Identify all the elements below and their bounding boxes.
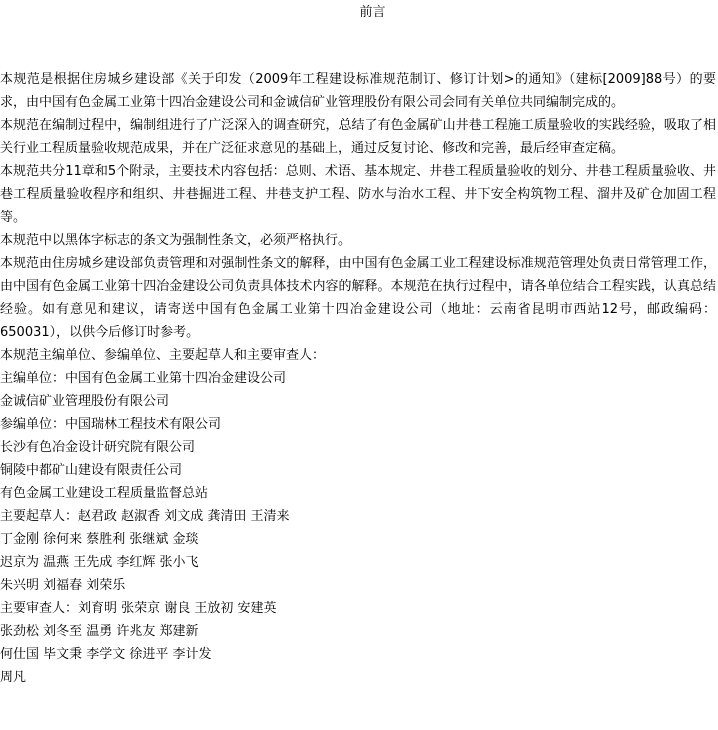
main-drafters-names-line: 迟京为 温燕 王先成 李红辉 张小飞 <box>0 555 199 570</box>
participating-unit-line: 长沙有色冶金设计研究院有限公司 <box>0 440 196 455</box>
document-body <box>0 68 716 689</box>
chief-editor-unit-line: 金诚信矿业管理股份有限公司 <box>0 394 170 409</box>
chief-editor-units-line: 主编单位：中国有色金属工业第十四冶金建设公司 <box>0 371 287 386</box>
paragraph-technical-content: 本规范共分11章和5个附录，主要技术内容包括：总则、术语、基本规定、井巷工程质量验收的划分、井巷工程质量验收、井巷工程质量验收程序和组织、井巷掘进工程、井巷支护工程、防水与治水工程、井下安全构筑物工程、溜井及矿仓加固工程等。 <box>0 164 716 225</box>
document-title: 前言 <box>359 5 386 20</box>
participating-unit-line: 铜陵中都矿山建设有限责任公司 <box>0 463 183 478</box>
main-reviewers-line: 主要审查人：刘育明 张荣京 谢良 王放初 安建英 <box>0 601 277 616</box>
main-drafters-names-line: 朱兴明 刘福春 刘荣乐 <box>0 578 126 593</box>
participating-unit-line: 有色金属工业建设工程质量监督总站 <box>0 486 209 501</box>
paragraph-mandatory-clauses: 本规范中以黑体字标志的条文为强制性条文，必须严格执行。 <box>0 233 352 248</box>
main-reviewers-names-line: 周凡 <box>0 670 27 685</box>
paragraph-basis: 本规范是根据住房城乡建设部《关于印发（2009年工程建设标准规范制订、修订计划>的通知》（建标[2009]88号）的要求，由中国有色金属工业第十四冶金建设公司和金诚信矿业管理股份有限公司会同有关单位共同编制完成的。 <box>0 72 716 110</box>
main-reviewers-names-line: 张劲松 刘冬至 温勇 许兆友 郑建新 <box>0 624 199 639</box>
participating-units-line: 参编单位：中国瑞林工程技术有限公司 <box>0 417 222 432</box>
contributors-heading: 本规范主编单位、参编单位、主要起草人和主要审查人： <box>0 348 326 363</box>
main-reviewers-names-line: 何仕国 毕文秉 李学文 徐进平 李计发 <box>0 647 212 662</box>
paragraph-compilation-process: 本规范在编制过程中，编制组进行了广泛深入的调查研究，总结了有色金属矿山井巷工程施工质量验收的实践经验，吸取了相关行业工程质量验收规范成果，并在广泛征求意见的基础上，通过反复讨论、修改和完善，最后经审查定稿。 <box>0 118 716 156</box>
main-drafters-names-line: 丁金刚 徐何来 蔡胜利 张继斌 金琰 <box>0 532 199 547</box>
main-drafters-line: 主要起草人：赵君政 赵淑香 刘文成 龚清田 王清来 <box>0 509 290 524</box>
paragraph-management: 本规范由住房城乡建设部负责管理和对强制性条文的解释，由中国有色金属工业工程建设标准规范管理处负责日常管理工作，由中国有色金属工业第十四冶金建设公司负责具体技术内容的解释。本规范在执行过程中，请各单位结合工程实践，认真总结经验。如有意见和建议，请寄送中国有色金属工业第十四冶金建设公司（地址：云南省昆明市西站12号，邮政编码：650031），以供今后修订时参考。 <box>0 256 716 340</box>
